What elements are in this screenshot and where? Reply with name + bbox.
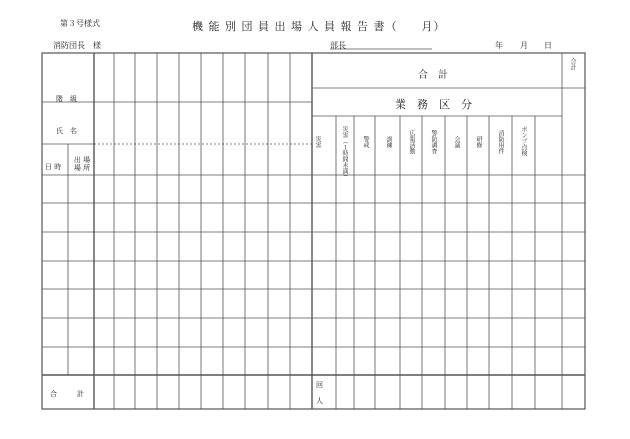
category-study: 研修 xyxy=(475,136,482,148)
category-disaster-short: 災害（１時間未満） xyxy=(341,126,348,180)
total-header: 合 計 xyxy=(418,70,448,81)
datetime-label: 日 時 xyxy=(45,163,62,171)
form-number: 第３号様式 xyxy=(60,19,100,28)
date-month: 月 xyxy=(520,41,528,50)
category-training: 訓練 xyxy=(385,136,392,148)
footer-persons-label: 人 xyxy=(316,397,323,405)
category-fire-errand: 消防用件 xyxy=(497,130,504,154)
sender-label: 部長 xyxy=(330,41,346,50)
date-day: 日 xyxy=(544,41,552,50)
business-header: 業 務 区 分 xyxy=(395,98,472,111)
category-disaster: 災害 xyxy=(314,136,321,148)
footer-times-label: 回 xyxy=(316,381,323,389)
form-title: 機 能 別 団 員 出 場 人 員 報 告 書（ 月） xyxy=(192,20,446,33)
category-pump-check: ポンプ点検 xyxy=(520,126,527,156)
sum-column-header: 合計 xyxy=(569,58,576,70)
category-alert: 警戒 xyxy=(362,136,369,148)
category-meeting: 会議 xyxy=(453,136,460,148)
footer-total-label: 合 計 xyxy=(50,390,86,398)
rank-label: 階 級 xyxy=(56,95,77,103)
addressee: 消防団長 様 xyxy=(53,41,101,50)
place-label: 出 場 場 所 xyxy=(73,156,91,172)
category-fire-survey: 警防調査 xyxy=(430,130,437,154)
date-year: 年 xyxy=(495,41,503,50)
name-label: 氏 名 xyxy=(56,127,77,135)
category-publicity: 広報活動 xyxy=(408,130,415,154)
